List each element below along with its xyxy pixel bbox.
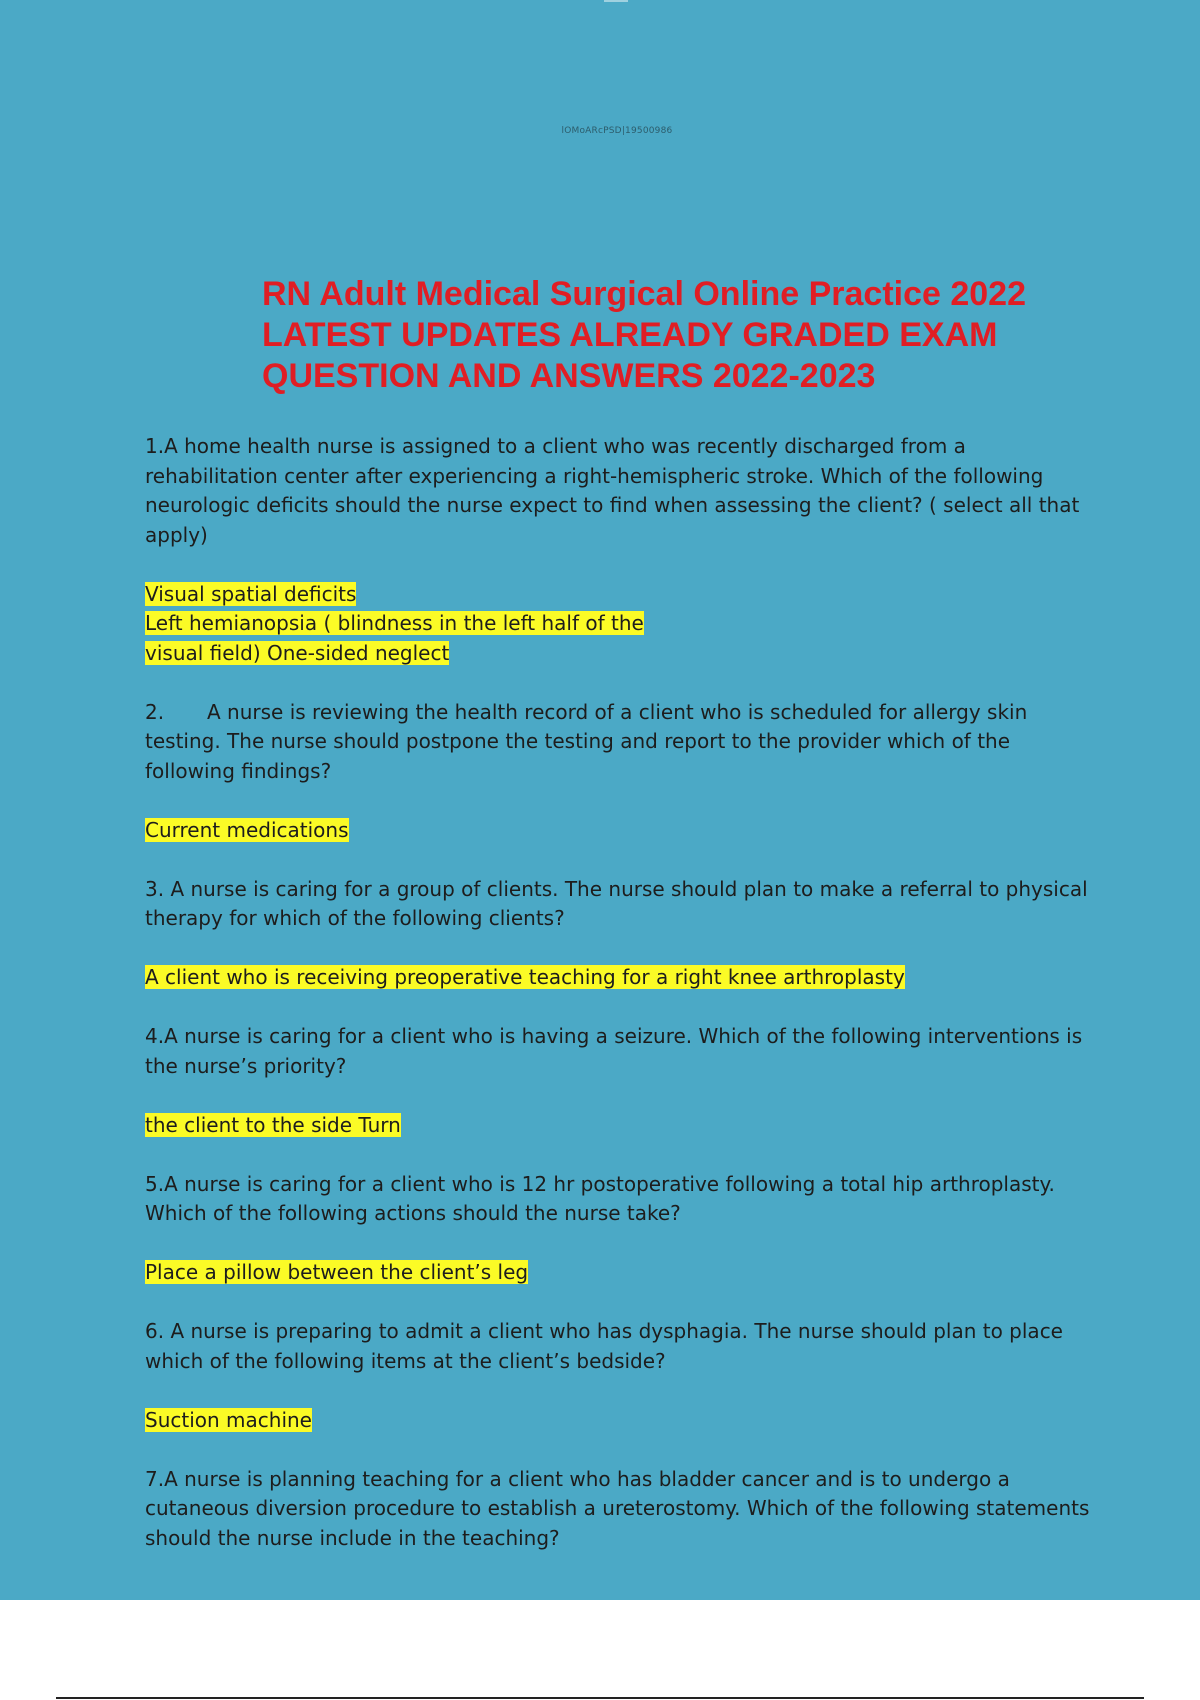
answer-highlight: Visual spatial deficits [145,581,357,606]
answer-highlight: Suction machine [145,1407,312,1432]
answer-highlight: the client to the side Turn [145,1112,401,1137]
title-line: LATEST UPDATES ALREADY GRADED EXAM [262,316,998,354]
title-line: QUESTION AND ANSWERS 2022-2023 [262,357,876,395]
question-3: 3. A nurse is caring for a group of clients. The nurse should plan to make a referral to physical therapy for which of the following clients? [145,876,1088,930]
question-number: 2. [145,699,165,724]
page-top-mark [604,0,628,2]
question-7: 7.A nurse is planning teaching for a client who has bladder cancer and is to undergo a cutaneous diversion procedure to establish a ureterostomy. Which of the following statements should the nurse include in the teaching? [145,1466,1090,1550]
question-1: 1.A home health nurse is assigned to a client who was recently discharged from a rehabilitation center after experiencing a right-hemispheric stroke. Which of the following neurologic deficits should the nurse expect to find when assessing the client? ( select all that apply) [145,434,1080,547]
question-2 [145,698,1095,787]
answer-highlight: Place a pillow between the client’s leg [145,1260,529,1284]
answer-2 [145,816,1095,846]
answer-6 [145,1406,1095,1436]
question-list [145,432,1095,1553]
answer-highlight: A client who is receiving preoperative teaching for a right knee arthroplasty [145,965,905,989]
title-line: RN Adult Medical Surgical Online Practice 2022 [262,275,1026,313]
question-text: A nurse is reviewing the health record of a client who is scheduled for allergy skin testing. The nurse should postpone the testing and report to the provider which of the following findings? [145,699,1028,783]
answer-highlight: visual field) One-sided neglect [145,640,450,665]
question-6: 6. A nurse is preparing to admit a client who has dysphagia. The nurse should plan to place which of the following items at the client’s bedside? [145,1319,1063,1373]
footer-divider [56,1697,1144,1699]
answer-4 [145,1111,1095,1141]
question-4: 4.A nurse is caring for a client who is having a seizure. Which of the following interventions is the nurse’s priority? [145,1024,1083,1078]
answer-highlight: Left hemianopsia ( blindness in the left half of the [145,611,644,635]
answer-5 [145,1258,1095,1288]
answer-3 [145,963,1095,993]
document-id: lOMoARcPSD|19500986 [561,126,673,136]
answer-1 [145,580,1095,669]
answer-highlight: Current medications [145,817,349,842]
question-5: 5.A nurse is caring for a client who is 12 hr postoperative following a total hip arthroplasty. Which of the following actions should the nurse take? [145,1171,1055,1225]
document-title [262,274,1102,397]
